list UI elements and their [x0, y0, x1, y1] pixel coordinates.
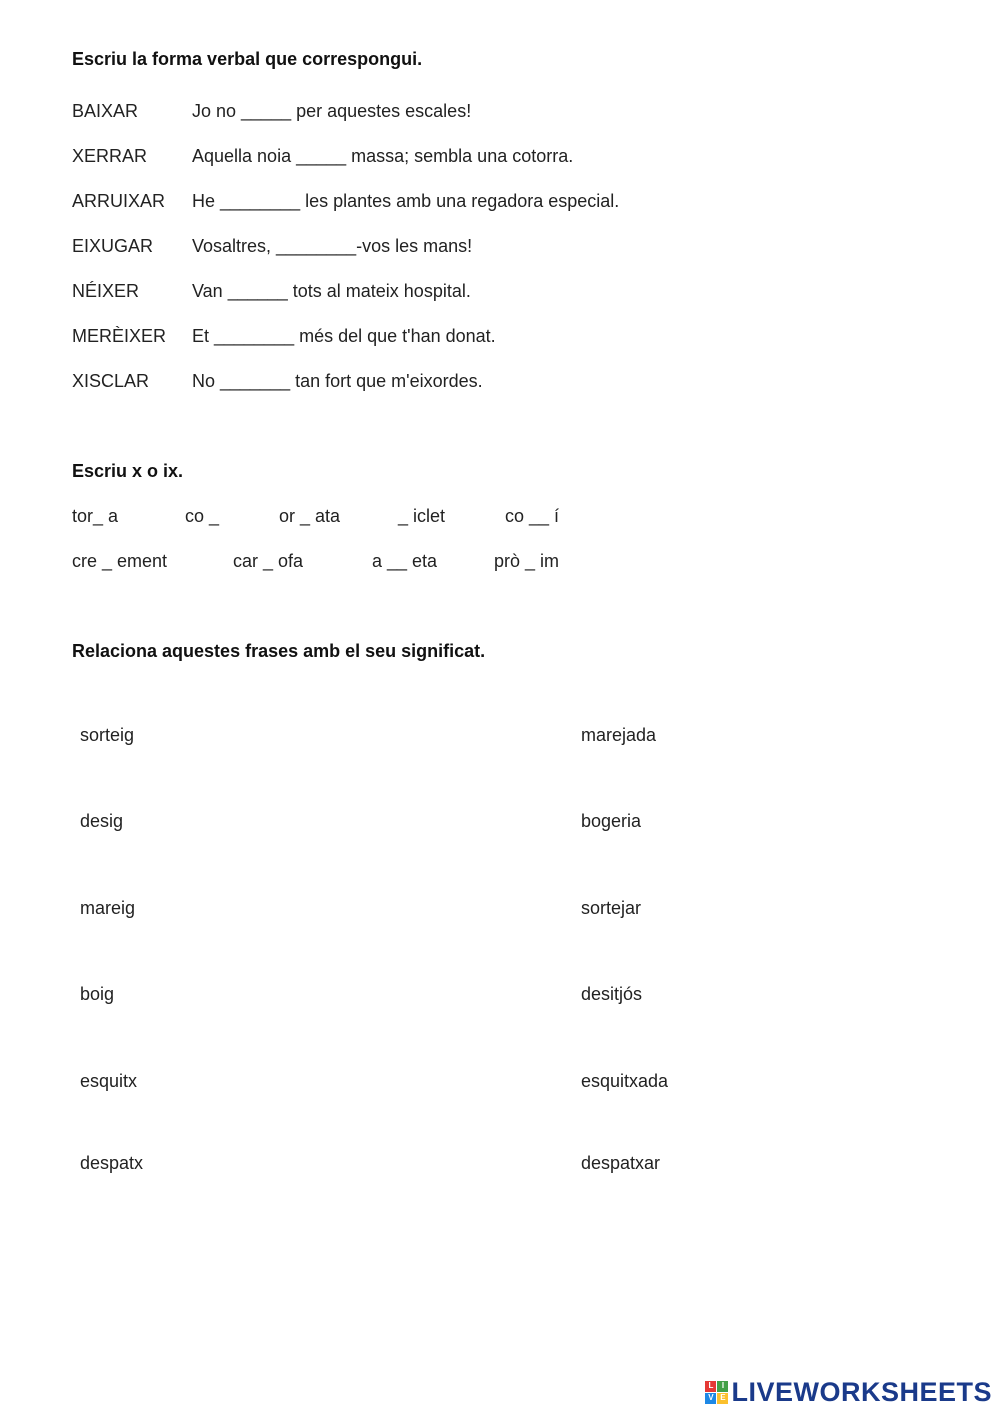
match-right-item[interactable]: marejada — [581, 725, 657, 745]
verb-sentence: Van ______ tots al mateix hospital. — [192, 281, 471, 301]
x-ix-word: or _ ata — [279, 506, 341, 526]
match-left-item[interactable]: despatx — [80, 1153, 144, 1173]
match-right-item[interactable]: esquitxada — [581, 1071, 669, 1091]
section3-heading: Relaciona aquestes frases amb el seu significat. — [72, 641, 486, 661]
verb-label: MERÈIXER — [72, 326, 167, 346]
section1-heading: Escriu la forma verbal que correspongui. — [72, 49, 423, 69]
x-ix-word: car _ ofa — [233, 551, 304, 571]
verb-sentence: He ________ les plantes amb una regadora especial. — [192, 191, 620, 211]
brand-name: LIVEWORKSHEETS — [731, 1376, 992, 1407]
match-left-item[interactable]: desig — [80, 811, 124, 831]
match-left-item[interactable]: mareig — [80, 898, 136, 918]
verb-sentence: Jo no _____ per aquestes escales! — [192, 101, 472, 121]
logo-letter: L — [705, 1381, 716, 1392]
section2-heading: Escriu x o ix. — [72, 461, 184, 481]
verb-sentence: Et ________ més del que t'han donat. — [192, 326, 496, 346]
match-right-item[interactable]: bogeria — [581, 811, 642, 831]
match-left-item[interactable]: boig — [80, 984, 115, 1004]
x-ix-word: co _ — [185, 506, 220, 526]
verb-sentence: Vosaltres, ________-vos les mans! — [192, 236, 473, 256]
match-left-item[interactable]: esquitx — [80, 1071, 138, 1091]
liveworksheets-brand — [705, 1376, 992, 1408]
verb-label: XERRAR — [72, 146, 148, 166]
verb-sentence: No _______ tan fort que m'eixordes. — [192, 371, 483, 391]
x-ix-word: co __ í — [505, 506, 560, 526]
x-ix-word: prò _ im — [494, 551, 560, 571]
verb-label: EIXUGAR — [72, 236, 154, 256]
x-ix-word: cre _ ement — [72, 551, 168, 571]
liveworksheets-logo-icon — [705, 1381, 728, 1404]
verb-label: NÉIXER — [72, 281, 140, 301]
match-right-item[interactable]: sortejar — [581, 898, 642, 918]
verb-sentence: Aquella noia _____ massa; sembla una cotorra. — [192, 146, 574, 166]
x-ix-word: tor_ a — [72, 506, 119, 526]
x-ix-word: _ iclet — [398, 506, 446, 526]
x-ix-word: a __ eta — [372, 551, 438, 571]
match-right-item[interactable]: despatxar — [581, 1153, 661, 1173]
logo-letter: V — [705, 1393, 716, 1404]
logo-letter: I — [717, 1381, 728, 1392]
match-left-item[interactable]: sorteig — [80, 725, 135, 745]
verb-label: XISCLAR — [72, 371, 150, 391]
verb-label: BAIXAR — [72, 101, 139, 121]
verb-label: ARRUIXAR — [72, 191, 166, 211]
match-right-item[interactable]: desitjós — [581, 984, 643, 1004]
logo-letter: E — [717, 1393, 728, 1404]
